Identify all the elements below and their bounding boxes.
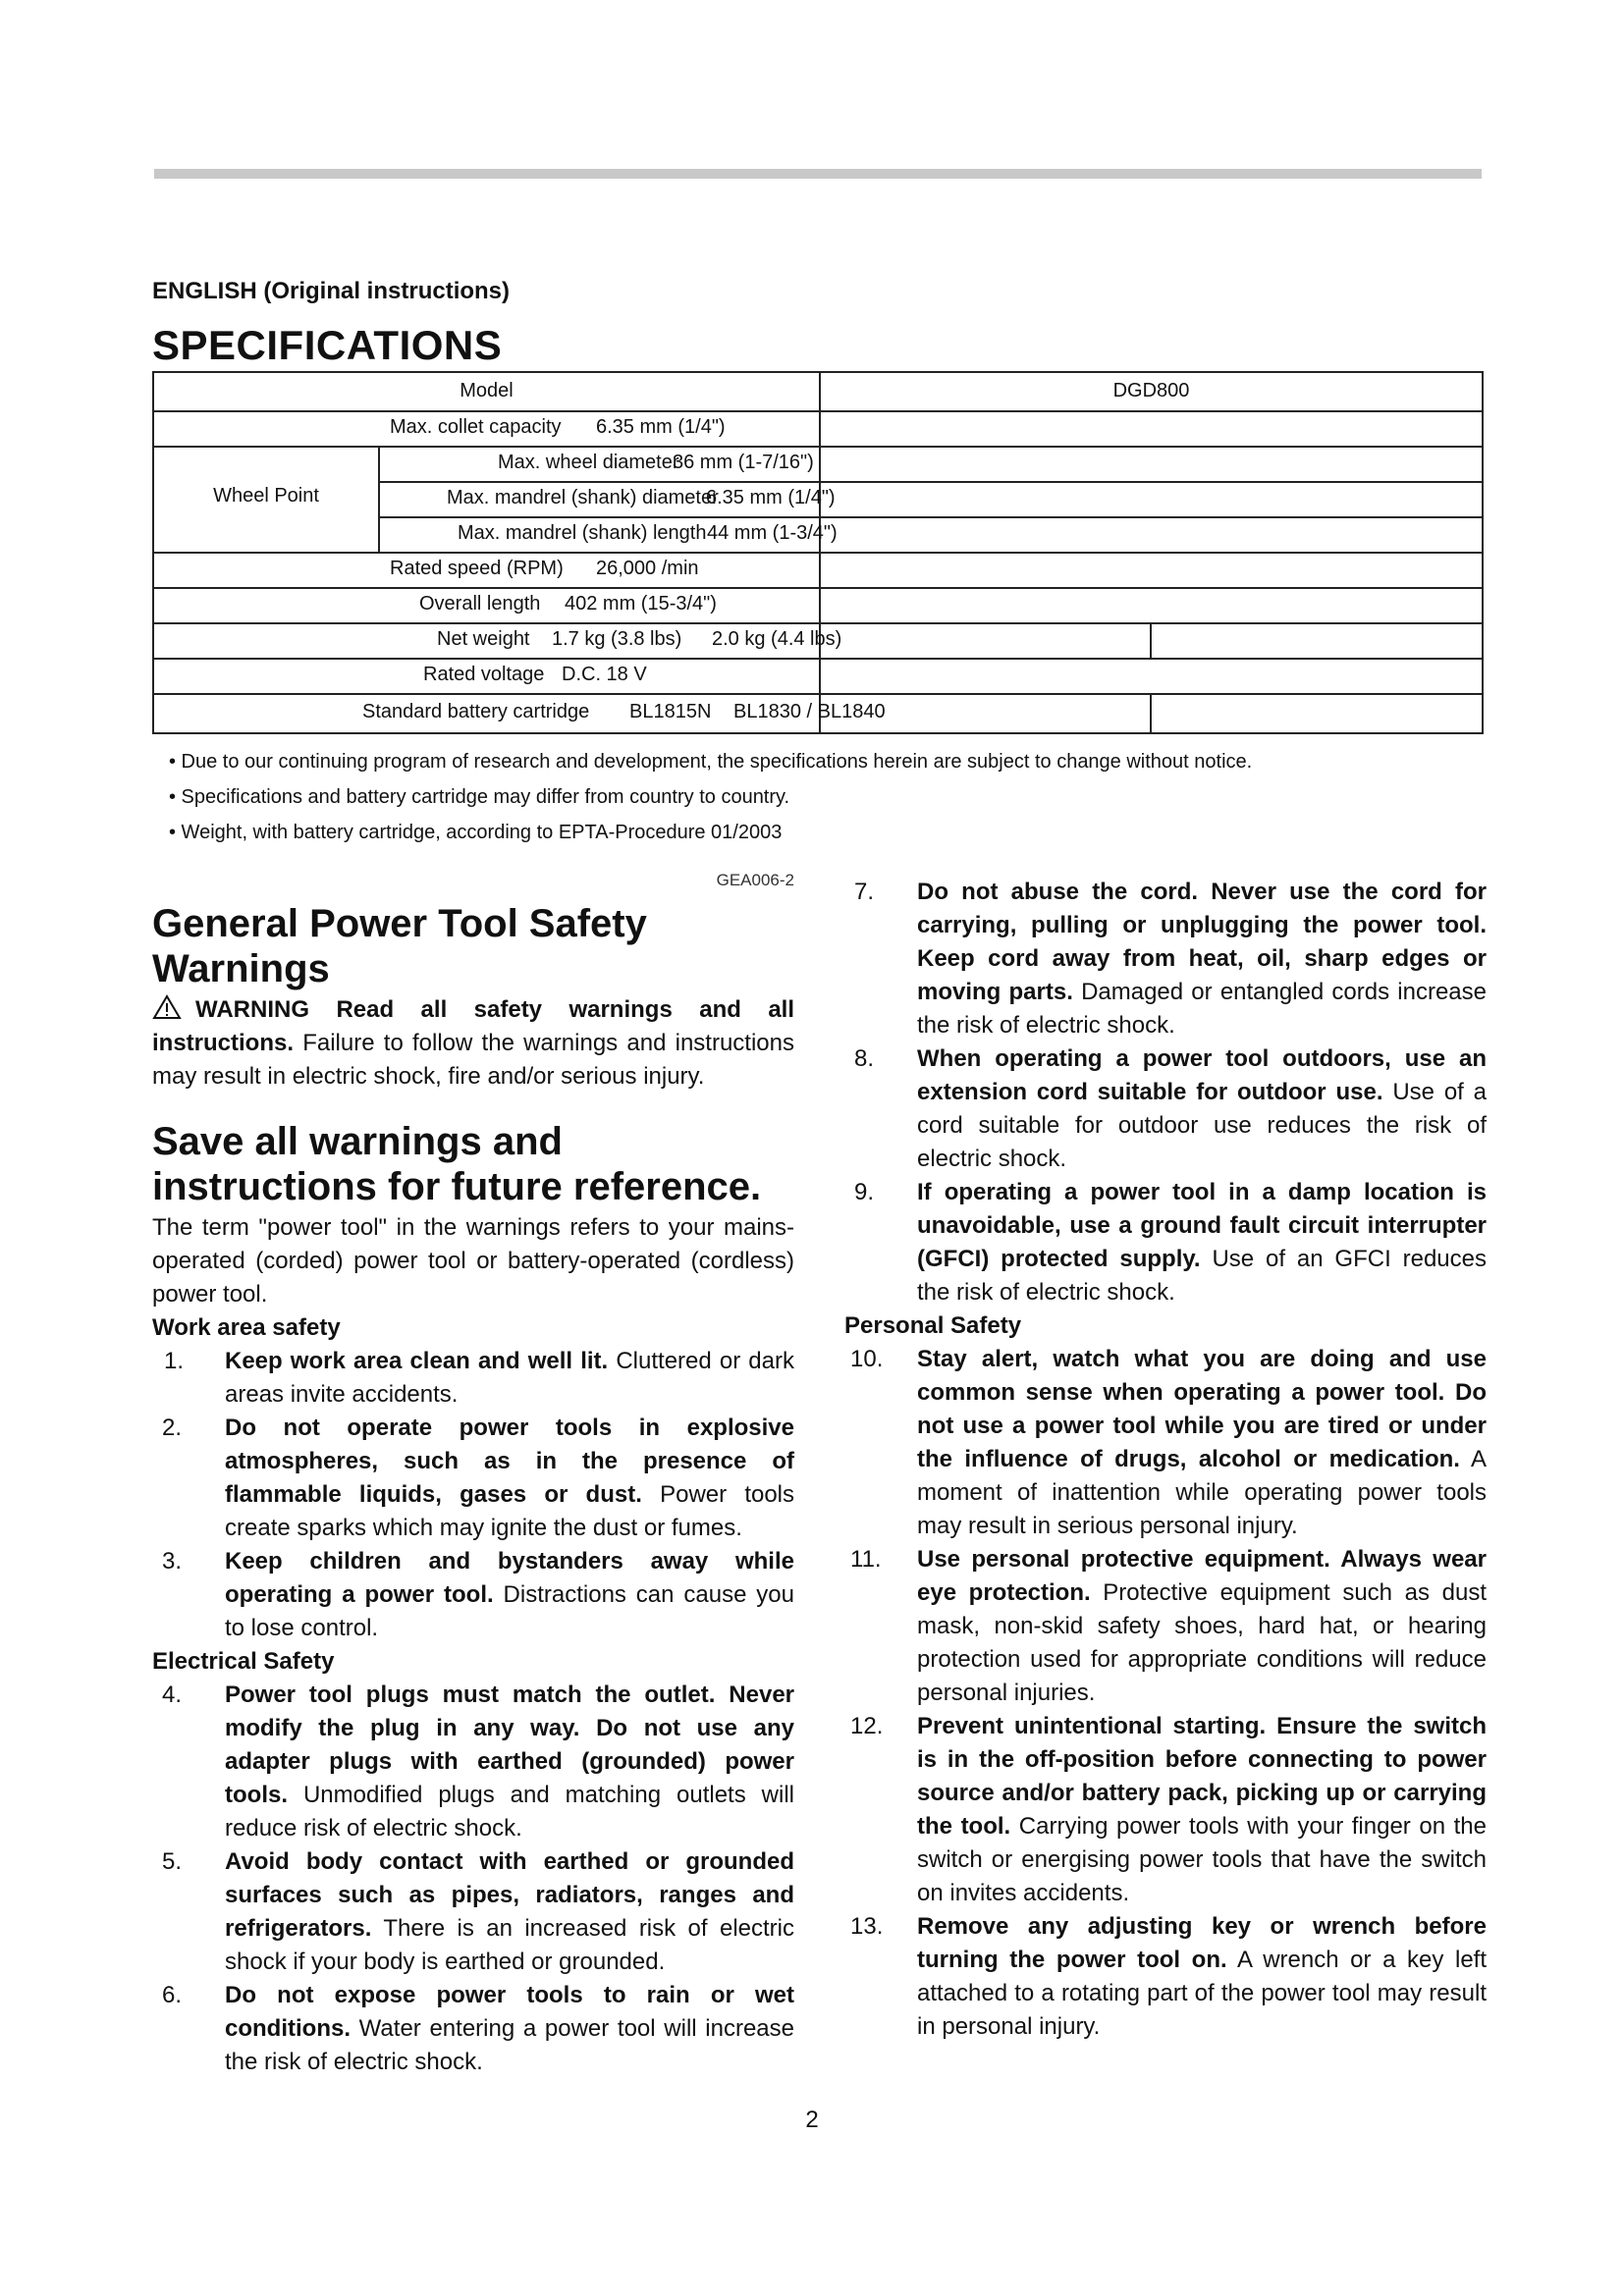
spec-wheel-point-label: Wheel Point — [213, 485, 319, 507]
spec-model-value: DGD800 — [1112, 380, 1190, 401]
item-text: Damaged or entangled cords increase the risk of electric shock. — [917, 979, 1488, 1039]
item-bold-text: Power tool plugs must match the outlet. Never modify the plug in any way. Do not use any adapter plugs with earthed (grounded) power tools. — [225, 1682, 794, 1808]
item-text: A wrench or a key left attached to a rotating part of the power tool may result in personal injury. — [917, 1947, 1487, 2040]
warning-word: WARNING — [195, 996, 309, 1023]
item-number: 6. — [162, 1982, 183, 2008]
item-text: Carrying power tools with your finger on the switch or energising power tools that have the switch on invites accidents. — [917, 1813, 1487, 1906]
item-text: Distractions can cause you to lose control. — [225, 1581, 794, 1641]
list-item — [152, 1412, 794, 1545]
page-number: 2 — [805, 2107, 819, 2133]
item-text: Cluttered or dark areas invite accidents. — [225, 1348, 794, 1408]
item-number: 11. — [850, 1546, 882, 1573]
spec-net-weight-value-1: 1.7 kg (3.8 lbs) — [552, 628, 682, 650]
item-number: 13. — [850, 1913, 884, 1940]
spec-wheel-diameter-label: Max. wheel diameter — [498, 452, 679, 473]
item-text: Water entering a power tool will increase the risk of electric shock. — [225, 2015, 794, 2075]
item-bold-text: Prevent unintentional starting. Ensure the switch is in the off-position before connecting to power source and/or battery pack, picking up or carrying the tool. — [917, 1713, 1487, 1840]
spec-net-weight-label: Net weight — [437, 628, 530, 650]
item-number: 7. — [854, 879, 875, 905]
spec-overall-length-label: Overall length — [419, 593, 541, 614]
item-bold-text: Keep work area clean and well lit. — [225, 1348, 609, 1374]
spec-battery-value-1: BL1815N — [629, 701, 712, 722]
warning-text: Failure to follow the warnings and instructions may result in electric shock, fire and/or serious injury. — [152, 1030, 794, 1090]
reference-code: GEA006-2 — [716, 871, 794, 889]
item-number: 9. — [854, 1179, 875, 1205]
spec-rated-speed-label: Rated speed (RPM) — [390, 558, 564, 579]
spec-collet-value: 6.35 mm (1/4") — [596, 416, 726, 438]
item-text: Use of a cord suitable for outdoor use reduces the risk of electric shock. — [917, 1079, 1487, 1172]
spec-notes — [169, 744, 1252, 850]
spec-rated-voltage-label: Rated voltage — [423, 664, 545, 685]
item-bold-text: Keep children and bystanders away while operating a power tool. — [225, 1548, 794, 1608]
item-text: There is an increased risk of electric shock if your body is earthed or grounded. — [225, 1915, 795, 1975]
warning-triangle-icon — [152, 994, 182, 1020]
item-bold-text: If operating a power tool in a damp location is unavoidable, use a ground fault circuit interrupter (GFCI) protected supply. — [917, 1179, 1487, 1272]
spec-model-label: Model — [460, 380, 514, 401]
work-area-heading: Work area safety — [152, 1314, 341, 1341]
item-number: 12. — [850, 1713, 884, 1739]
item-bold-text: Avoid body contact with earthed or grounded surfaces such as pipes, radiators, ranges and refrigerators. — [225, 1848, 794, 1942]
item-bold-text: Do not abuse the cord. Never use the cord for carrying, pulling or unplugging the power tool. Keep cord away from heat, oil, sharp edges or moving parts. — [917, 879, 1487, 1005]
item-text: Protective equipment such as dust mask, non-skid safety shoes, hard hat, or hearing protection used for appropriate conditions will reduce personal injuries. — [917, 1579, 1487, 1706]
spec-mandrel-length-label: Max. mandrel (shank) length — [458, 522, 707, 544]
item-text: A moment of inattention while operating power tools may result in serious personal injury. — [917, 1446, 1487, 1539]
item-bold-text: Do not expose power tools to rain or wet conditions. — [225, 1982, 794, 2042]
item-number: 10. — [850, 1346, 884, 1372]
spec-battery-label: Standard battery cartridge — [362, 701, 590, 722]
spec-rated-speed-value: 26,000 /min — [596, 558, 699, 579]
spec-collet-label: Max. collet capacity — [390, 416, 562, 438]
item-bold-text: Do not operate power tools in explosive atmospheres, such as in the presence of flammable liquids, gases or dust. — [225, 1415, 794, 1508]
spec-mandrel-diameter-value: 6.35 mm (1/4") — [706, 487, 836, 508]
list-item — [152, 1845, 794, 1979]
spec-mandrel-length-value: 44 mm (1-3/4") — [707, 522, 838, 544]
spec-note: • Weight, with battery cartridge, according to EPTA-Procedure 01/2003 — [169, 822, 783, 843]
left-column — [152, 864, 794, 2079]
power-tool-term-paragraph: The term "power tool" in the warnings refers to your mains-operated (corded) power tool or battery-operated (cordless) power tool. — [152, 1214, 794, 1308]
warning-paragraph — [152, 993, 794, 1094]
personal-safety-heading: Personal Safety — [844, 1312, 1022, 1339]
right-column — [844, 876, 1487, 2044]
item-number: 4. — [162, 1682, 183, 1708]
spec-mandrel-diameter-label: Max. mandrel (shank) diameter — [447, 487, 719, 508]
save-warnings-title: Save all warnings and instructions for future reference. — [152, 1120, 762, 1208]
list-item — [844, 1543, 1487, 1710]
spec-note: • Due to our continuing program of research and development, the specifications herein are subject to change without notice. — [169, 751, 1253, 773]
list-item — [844, 1710, 1487, 1910]
item-bold-text: Stay alert, watch what you are doing and use common sense when operating a power tool. Do not use a power tool while you are tired or under the influence of drugs, alcohol or medication. — [917, 1346, 1487, 1472]
list-item — [152, 1679, 794, 1845]
item-text: Use of an GFCI reduces the risk of electric shock. — [917, 1246, 1487, 1306]
list-item — [152, 1345, 794, 1412]
general-safety-title: General Power Tool Safety Warnings — [152, 902, 647, 990]
item-number: 3. — [162, 1548, 183, 1575]
list-item — [844, 876, 1487, 1042]
electrical-safety-heading: Electrical Safety — [152, 1648, 335, 1675]
spec-note: • Specifications and battery cartridge may differ from country to country. — [169, 786, 790, 808]
item-number: 1. — [164, 1348, 185, 1374]
item-number: 8. — [854, 1045, 875, 1072]
warning-bold-text: Read all safety warnings and all instructions. — [152, 996, 795, 1056]
spec-net-weight-value-2: 2.0 kg (4.4 lbs) — [712, 628, 842, 650]
item-bold-text: When operating a power tool outdoors, use an extension cord suitable for outdoor use. — [917, 1045, 1487, 1105]
item-number: 5. — [162, 1848, 183, 1875]
spec-battery-value-2: BL1830 / BL1840 — [733, 701, 886, 722]
list-item — [844, 1176, 1487, 1309]
list-item — [152, 1545, 794, 1645]
language-line: ENGLISH (Original instructions) — [152, 278, 511, 304]
top-rule — [154, 169, 1482, 179]
list-item — [844, 1910, 1487, 2044]
item-text: Power tools create sparks which may ignite the dust or fumes. — [225, 1481, 795, 1541]
spec-wheel-diameter-value: 36 mm (1-7/16") — [673, 452, 814, 473]
list-item — [152, 1979, 794, 2079]
spec-rated-voltage-value: D.C. 18 V — [562, 664, 647, 685]
specifications-table — [152, 371, 1484, 734]
list-item — [844, 1042, 1487, 1176]
item-bold-text: Remove any adjusting key or wrench before turning the power tool on. — [917, 1913, 1487, 1973]
item-text: Unmodified plugs and matching outlets will reduce risk of electric shock. — [225, 1782, 795, 1842]
item-bold-text: Use personal protective equipment. Always wear eye protection. — [917, 1546, 1487, 1606]
specifications-title: SPECIFICATIONS — [152, 322, 503, 368]
item-number: 2. — [162, 1415, 183, 1441]
list-item — [844, 1343, 1487, 1543]
spec-overall-length-value: 402 mm (15-3/4") — [565, 593, 717, 614]
